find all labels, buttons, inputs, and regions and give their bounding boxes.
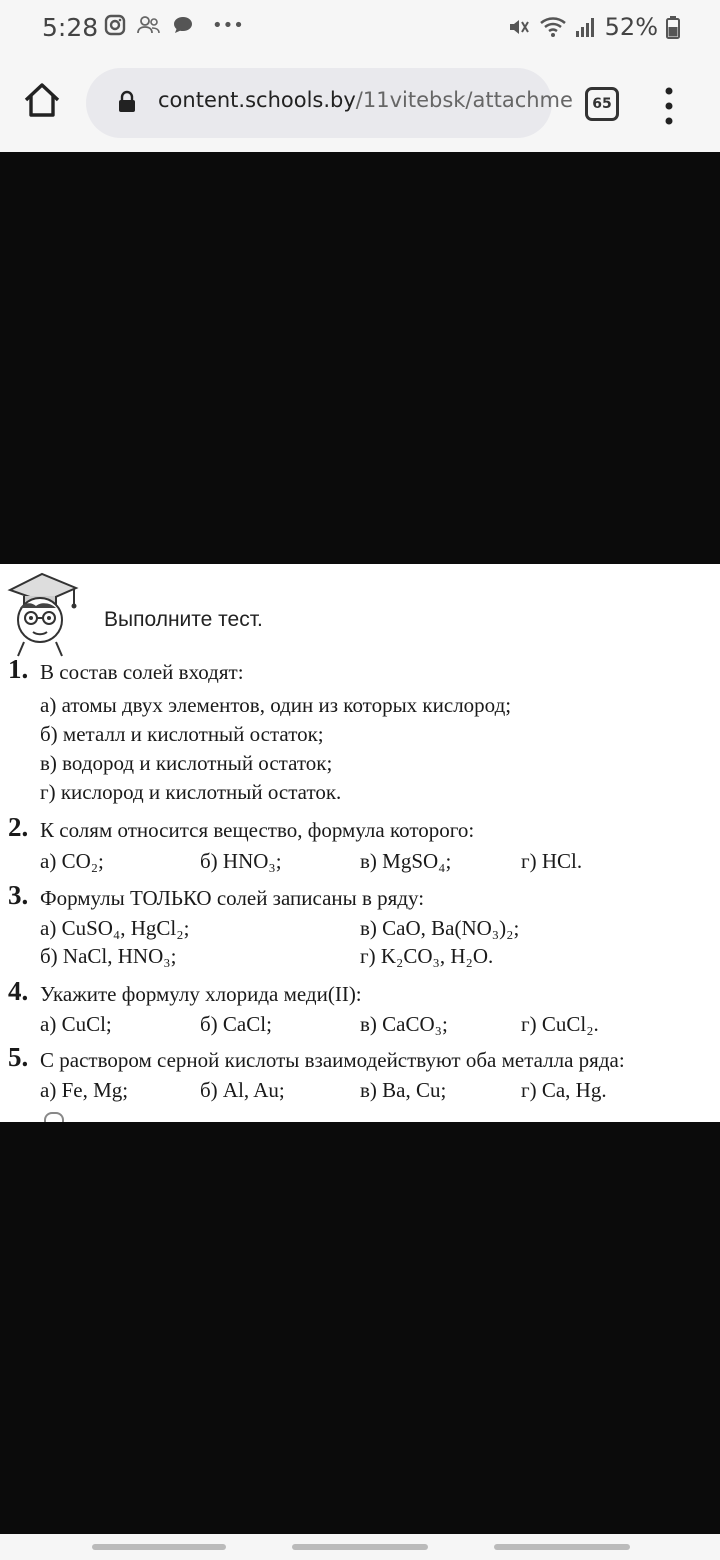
mute-icon <box>507 15 531 39</box>
people-icon <box>136 14 162 36</box>
question-number: 4. <box>8 976 29 1006</box>
q3-option-c: в) CaO, Ba(NO₃)₂; <box>360 916 520 940</box>
q2-option-a: а) CO₂; <box>40 849 104 873</box>
status-bar <box>0 0 720 56</box>
q4-option-a: а) CuCl; <box>40 1012 112 1036</box>
system-nav-bar <box>0 1534 720 1560</box>
question-number: 3. <box>8 880 29 910</box>
question-text: Укажите формулу хлорида меди(II): <box>40 982 362 1006</box>
more-notifications: ••• <box>212 14 244 36</box>
q2-option-b: б) HNO₃; <box>200 849 282 873</box>
q4-option-b: б) CaCl; <box>200 1012 272 1036</box>
wifi-icon <box>539 15 567 39</box>
q5-option-a: а) Fe, Mg; <box>40 1078 129 1102</box>
q3-option-d: г) K₂CO₃, H₂O. <box>360 944 494 968</box>
nav-home[interactable] <box>292 1544 428 1550</box>
question-text: В состав солей входят: <box>40 660 244 684</box>
q3-option-a: а) CuSO₄, HgCl₂; <box>40 916 190 940</box>
document-blank-area-top <box>0 152 720 564</box>
clock: 5:28 <box>42 13 99 42</box>
address-bar[interactable] <box>86 68 573 138</box>
url-text[interactable] <box>158 88 573 112</box>
q5-option-d: г) Ca, Hg. <box>521 1078 607 1102</box>
url-domain: content.schools.by <box>158 88 356 112</box>
document-blank-area-bottom <box>0 1122 720 1534</box>
q5-option-b: б) Al, Au; <box>200 1078 285 1102</box>
nav-back[interactable] <box>494 1544 630 1550</box>
url-path: /11vitebsk/attachme <box>355 88 573 112</box>
home-icon[interactable] <box>22 80 62 120</box>
q3-option-b: б) NaCl, HNO₃; <box>40 944 177 968</box>
nav-recent-apps[interactable] <box>92 1544 226 1550</box>
tab-switcher-button[interactable] <box>585 87 619 121</box>
battery-percent: 52% <box>604 13 658 41</box>
q1-option-b: б) металл и кислотный остаток; <box>40 722 324 746</box>
message-icon <box>172 14 194 36</box>
q1-option-a: а) атомы двух элементов, один из которых кислород; <box>40 693 512 717</box>
worksheet-page <box>0 564 720 1122</box>
q1-option-c: в) водород и кислотный остаток; <box>40 751 333 775</box>
question-text: К солям относится вещество, формула которого: <box>40 818 475 842</box>
question-text: Формулы ТОЛЬКО солей записаны в ряду: <box>40 886 425 910</box>
question-number: 5. <box>8 1042 29 1072</box>
lock-icon <box>118 91 136 113</box>
signal-icon <box>575 15 597 39</box>
q4-option-c: в) CaCO₃; <box>360 1012 448 1036</box>
q2-option-d: г) HCl. <box>521 849 583 873</box>
worksheet-intro: Выполните тест. <box>104 608 263 631</box>
q1-option-d: г) кислород и кислотный остаток. <box>40 780 342 804</box>
question-number: 2. <box>8 812 29 842</box>
battery-icon <box>666 15 680 39</box>
student-mascot-icon <box>6 568 78 656</box>
q5-option-c: в) Ba, Cu; <box>360 1078 447 1102</box>
question-number: 1. <box>8 654 29 684</box>
tab-count: 65 <box>592 96 612 112</box>
instagram-icon <box>104 14 126 36</box>
q2-option-c: в) MgSO₄; <box>360 849 452 873</box>
browser-toolbar <box>0 56 720 152</box>
q4-option-d: г) CuCl₂. <box>521 1012 599 1036</box>
question-text: С раствором серной кислоты взаимодействуют оба металла ряда: <box>40 1048 625 1072</box>
overflow-menu-icon[interactable] <box>664 86 674 126</box>
